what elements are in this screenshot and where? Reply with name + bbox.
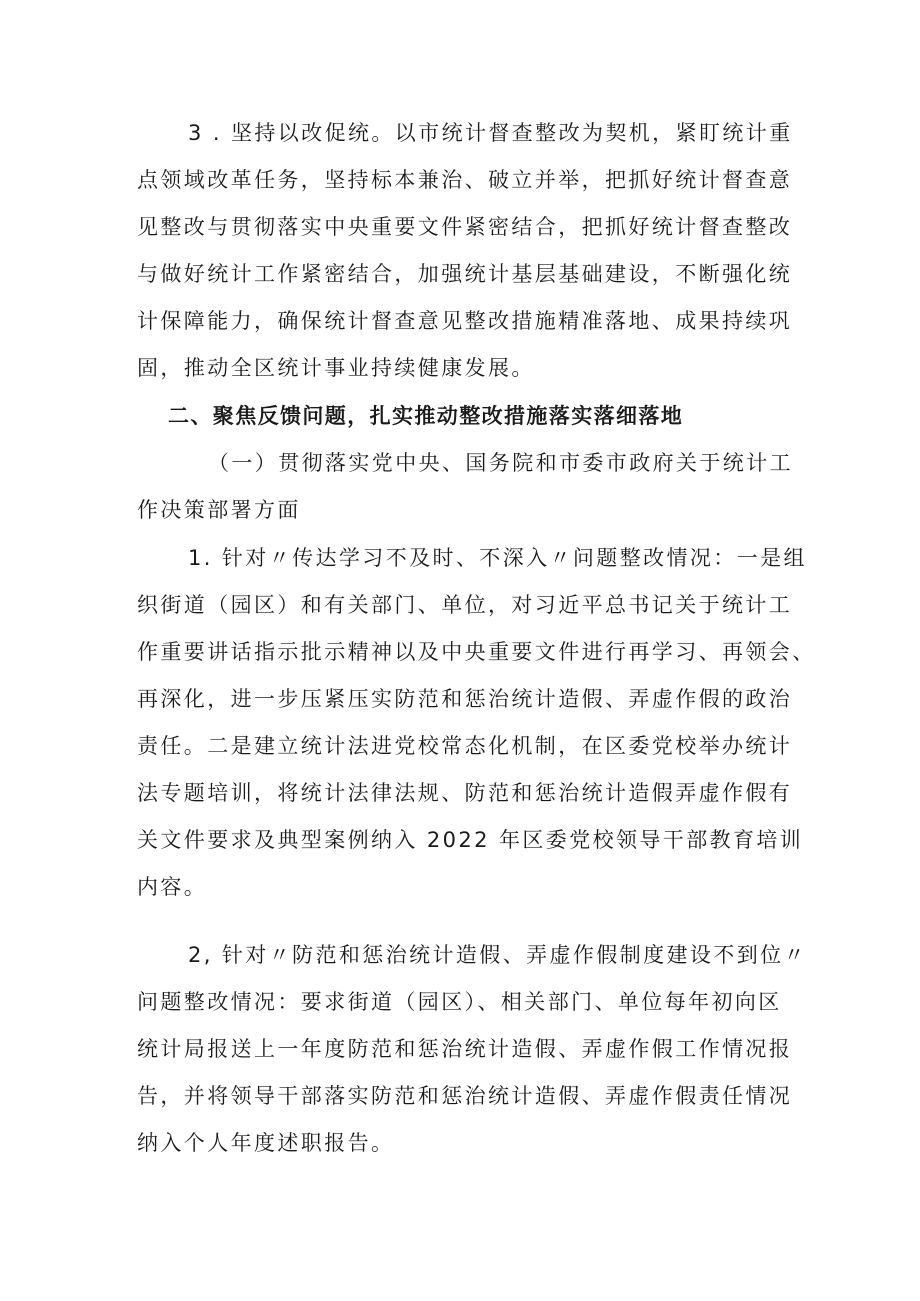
paragraph-3-line-5: 计保障能力，确保统计督查意见整改措施精准落地、成果持续巩 bbox=[137, 309, 793, 333]
item-1-line-3: 作重要讲话指示批示精神以及中央重要文件进行再学习、再领会、 bbox=[137, 640, 816, 664]
paragraph-3-line-3: 见整改与贯彻落实中央重要文件紧密结合，把抓好统计督查整改 bbox=[137, 215, 793, 239]
item-2-line-5: 纳入个人年度述职报告。 bbox=[137, 1131, 395, 1155]
item-2-line-4: 告，并将领导干部落实防范和惩治统计造假、弄虚作假责任情况 bbox=[137, 1084, 793, 1108]
item-2-line-1: 2, 针对〃防范和惩治统计造假、弄虚作假制度建设不到位〃 bbox=[188, 943, 807, 967]
section-heading-2: 二、聚焦反馈问题，扎实推动整改措施落实落细落地 bbox=[168, 404, 684, 428]
item-1-line-5: 责任。二是建立统计法进党校常态化机制，在区委党校举办统计 bbox=[137, 734, 793, 758]
item-1-line-2: 织街道（园区）和有关部门、单位，对习近平总书记关于统计工 bbox=[137, 593, 793, 617]
paragraph-3-line-2: 点领域改革任务，坚持标本兼治、破立并举，把抓好统计督查意 bbox=[137, 168, 793, 192]
subsection-heading-1-line-1: （一）贯彻落实党中央、国务院和市委市政府关于统计工 bbox=[208, 451, 793, 475]
item-1-line-1: 1. 针对〃传达学习不及时、不深入〃问题整改情况：一是组 bbox=[188, 546, 807, 570]
subsection-heading-1-line-2: 作决策部署方面 bbox=[137, 498, 301, 522]
item-2-line-3: 统计局报送上一年度防范和惩治统计造假、弄虚作假工作情况报 bbox=[137, 1037, 793, 1061]
item-1-line-4: 再深化，进一步压紧压实防范和惩治统计造假、弄虚作假的政治 bbox=[137, 687, 793, 711]
item-1-line-6: 法专题培训，将统计法律法规、防范和惩治统计造假弄虚作假有 bbox=[137, 781, 793, 805]
paragraph-3-line-6: 固，推动全区统计事业持续健康发展。 bbox=[137, 356, 535, 380]
item-1-line-8: 内容。 bbox=[137, 875, 208, 899]
item-1-line-7: 关文件要求及典型案例纳入 2022 年区委党校领导干部教育培训 bbox=[137, 828, 804, 852]
item-2-line-2: 问题整改情况：要求街道（园区）、相关部门、单位每年初向区 bbox=[137, 990, 782, 1014]
paragraph-3-line-4: 与做好统计工作紧密结合，加强统计基层基础建设，不断强化统 bbox=[137, 262, 793, 286]
paragraph-3-line-1: 3 . 坚持以改促统。以市统计督查整改为契机，紧盯统计重 bbox=[188, 121, 793, 145]
